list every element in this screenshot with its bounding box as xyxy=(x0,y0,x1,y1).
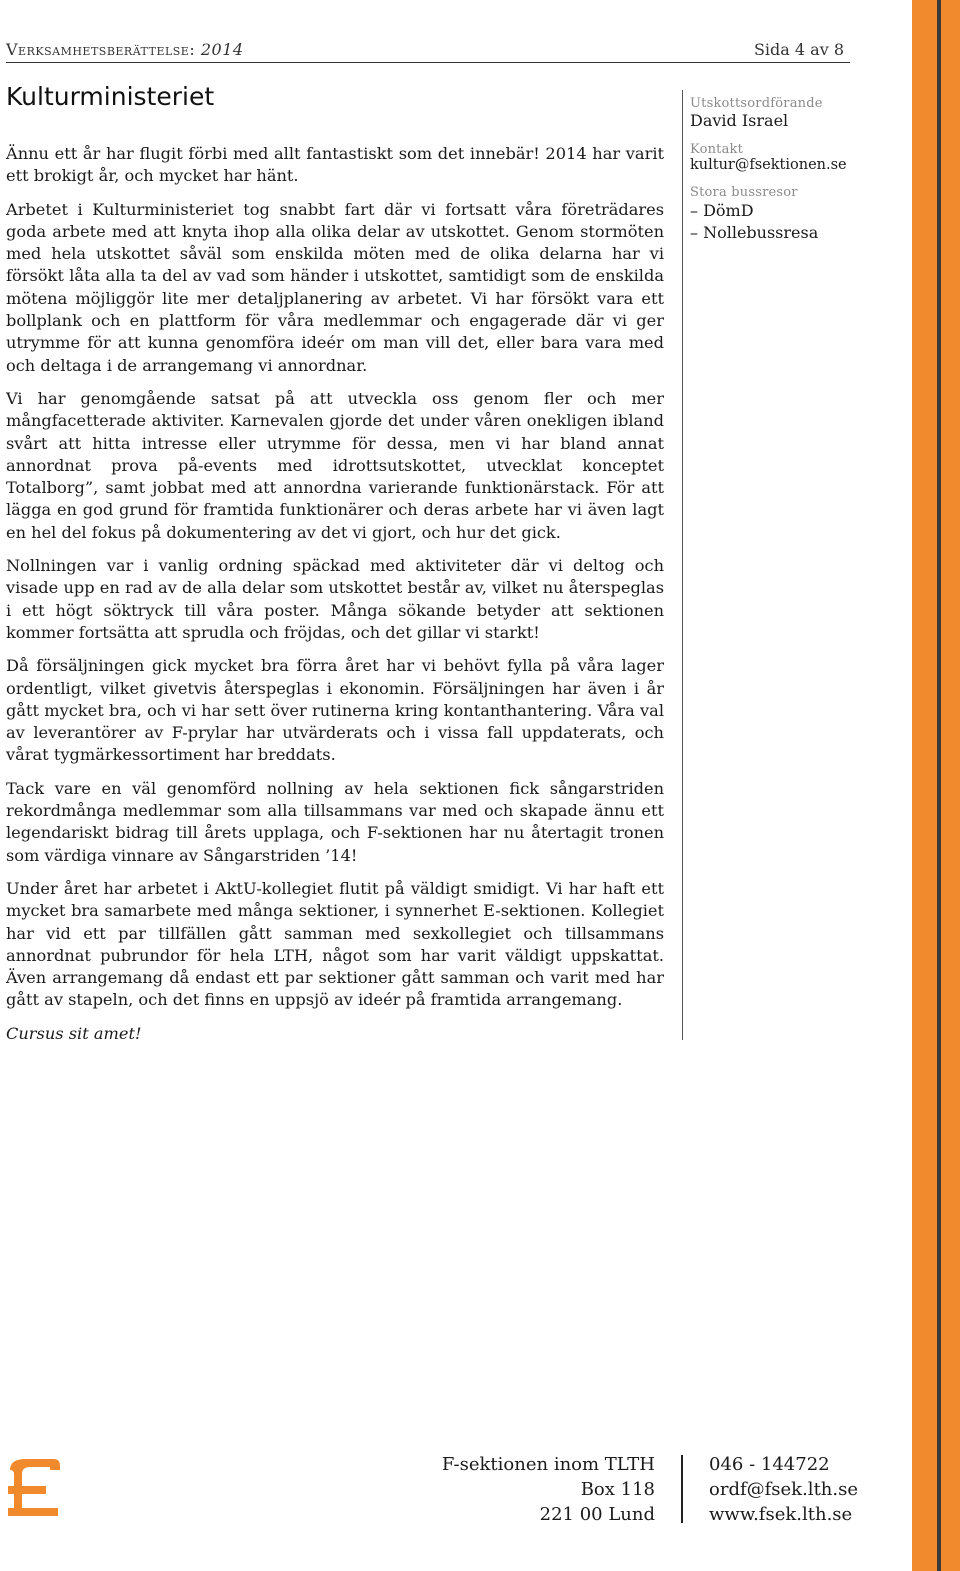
footer-divider xyxy=(681,1455,683,1523)
paragraph: Tack vare en väl genomförd nollning av hela sektionen fick sångarstriden rekordmånga medlemmar som alla tillsammans var med och skapade ännu ett legendariskt bidrag till årets upplaga, och F-sektionen har nu återtagit tronen som värdiga vinnare av Sångarstriden ’14! xyxy=(6,778,664,865)
report-year: 2014 xyxy=(200,40,244,59)
sidebar-divider xyxy=(682,90,683,1040)
paragraph: Vi har genomgående satsat på att utveckla oss genom fler och mer mångfacetterade aktiviter. Karnevalen gjorde det under våren onekligen ibland svårt att hitta intresse eller utrymme för dessa, men vi har bland annat annordnat prova på-events med idrottsutskottet, utvecklat konceptet Totalborg”, samt jobbat med att annordna varierande funktionärstack. För att lägga en god grund för framtida funktionärer och deras arbete har vi även lagt en hel del fokus på dokumentering av det vi gjort, och hur det gick. xyxy=(6,388,664,542)
footer-city: 221 00 Lund xyxy=(539,1504,655,1525)
contact-email-link[interactable]: kultur@fsektionen.se xyxy=(690,157,847,173)
f-sektionen-logo-icon xyxy=(6,1456,62,1522)
chair-label: Utskottsordförande xyxy=(690,96,823,111)
paragraph: Under året har arbetet i AktU-kollegiet flutit på väldigt smidigt. Vi har haft ett mycket bra samarbete med många sektioner, i synnerhet E-sektionen. Kollegiet har vid ett par tillfällen gått samman med sexkollegiet och tillsammans annordnat pubrundor för hela LTH, något som har varit väldigt uppskattat. Även arrangemang då endast ett par sektioner gått samman och varit med har gått av stapeln, och det finns en uppsjö av ideér på framtida arrangemang. xyxy=(6,878,664,1010)
paragraph: Ännu ett år har flugit förbi med allt fantastiskt som det innebär! 2014 har varit ett brokigt år, och mycket har hänt. xyxy=(6,144,664,186)
footer-address xyxy=(442,1452,655,1527)
trips-label: Stora bussresor xyxy=(690,185,798,200)
footer-phone: 046 - 144722 xyxy=(709,1454,830,1475)
paragraph: Nollningen var i vanlig ordning späckad med aktiviteter där vi deltog och visade upp en rad av de alla delar som utskottet består av, vilket nu återspeglas i ett högt söktryck till våra poster. Många sökande betyder att sektionen kommer fortsätta att sprudla och fröjdas, och det gillar vi starkt! xyxy=(6,556,664,642)
report-title-header xyxy=(6,40,244,59)
contact-label: Kontakt xyxy=(690,142,744,157)
trips-list xyxy=(690,200,905,244)
page-header xyxy=(6,38,850,63)
list-item: – DömD xyxy=(690,201,754,220)
signoff: Cursus sit amet! xyxy=(6,1023,142,1043)
paragraph: Då försäljningen gick mycket bra förra året har vi behövt fylla på våra lager ordentligt, vilket givetvis återspeglas i ekonomin. Försäljningen har även i år gått mycket bra, och vi har sett över rutinerna kring kontanthantering. Våra val av leverantörer av F-prylar har utvärderats och i vissa fall uppdaterats, och vårat tygmärkessortiment har breddats. xyxy=(6,656,664,765)
footer-org: F-sektionen inom TLTH xyxy=(441,1454,655,1475)
report-label: Verksamhetsberättelse: xyxy=(6,40,196,59)
sidebar xyxy=(690,96,905,244)
paragraph: Arbetet i Kulturministeriet tog snabbt fart där vi fortsatt våra företrädares goda arbete med att knyta ihop alla olika delar av utskottet. Genom stormöten med hela utskottet såväl som enskilda möten med de olika delarna har vi försökt låta alla ta del av vad som händer i utskottet, samtidigt som de enskilda mötena möjliggör lite mer detaljplanering av arbetet. Vi har försökt vara ett bollplank och en plattform för våra medlemmar och engagerade där vi ger utrymme för att kunna genomföra ideér om man vill det, eller bara vara med och deltaga i de arrangemang vi annordnar. xyxy=(6,199,664,375)
main-body xyxy=(6,143,664,1056)
footer-email-link[interactable]: ordf@fsek.lth.se xyxy=(709,1479,859,1500)
side-bar-stripe xyxy=(937,0,941,1571)
footer-box: Box 118 xyxy=(580,1479,655,1500)
chair-name: David Israel xyxy=(690,111,789,130)
footer-contact xyxy=(709,1452,858,1527)
page-number: Sida 4 av 8 xyxy=(753,40,844,59)
orange-side-bar xyxy=(912,0,960,1571)
footer-web-link[interactable]: www.fsek.lth.se xyxy=(709,1504,853,1525)
page-title: Kulturministeriet xyxy=(6,82,215,111)
list-item: – Nollebussresa xyxy=(690,223,819,242)
